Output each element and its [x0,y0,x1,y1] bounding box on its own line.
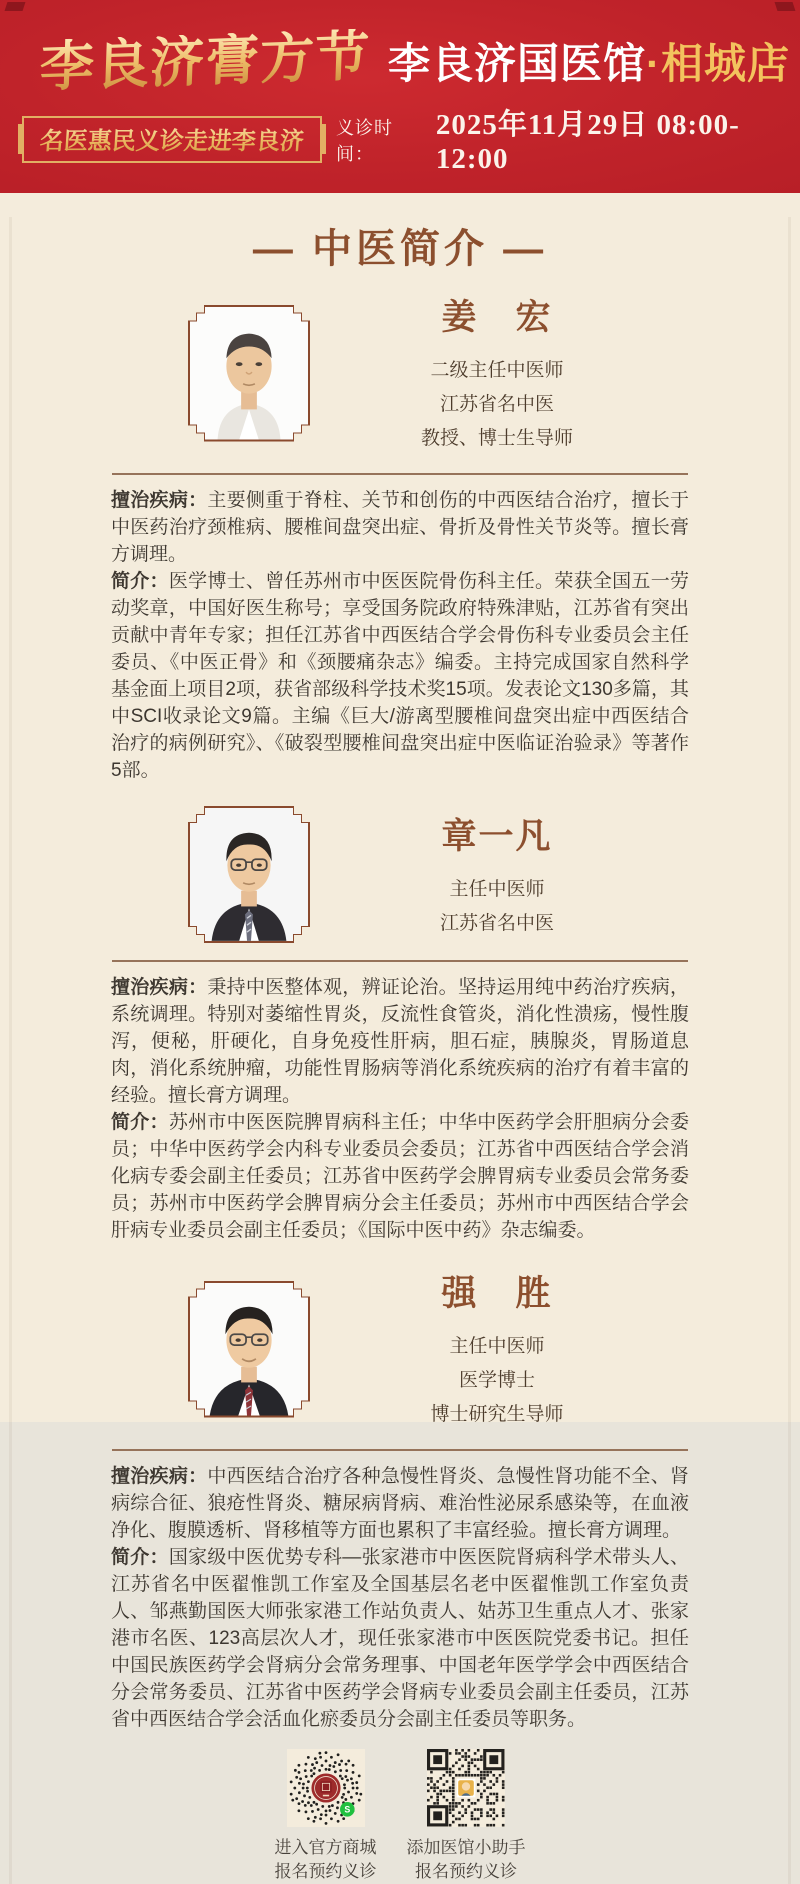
qr-assistant-column [407,1749,526,1884]
store-title-main: 李良济国医馆 [388,39,647,87]
doctor-specialty [111,974,689,1109]
content-area [0,217,800,1884]
doctor-card-zhangyifan [0,806,800,943]
doctor-photo-frame [188,1281,310,1418]
doctor-title-line: 江苏省名中医 [439,912,554,934]
doctor-photo-frame [188,806,310,943]
svg-text:S: S [343,1804,350,1815]
doctor-name: 强 胜 [441,1274,553,1313]
qr-shop-column [275,1749,377,1884]
specialty-label: 擅治疾病： [111,490,208,511]
specialty-text: 中西医结合治疗各种急慢性肾炎、急慢性肾功能不全、肾病综合征、狼疮性肾炎、糖尿病肾病、难治性泌尿系感染等，在血液净化、腹膜透析、肾移植等方面也累积了丰富经验。擅长膏方调理。 [111,1466,689,1541]
qr-label-line: 报名预约义诊 [415,1862,517,1881]
doctor-photo [190,307,308,440]
specialty-text: 主要侧重于脊柱、关节和创伤的中西医结合治疗，擅长于中医药治疗颈椎病、腰椎间盘突出症、骨折及骨性关节炎等。擅长膏方调理。 [111,490,689,565]
doctor-photo-frame [188,305,310,442]
right-edge-line [788,217,791,1884]
doctor-card-qiangsheng [0,1266,800,1432]
specialty-label: 擅治疾病： [111,1466,208,1487]
clinic-time-label: 义诊时间： [336,118,393,164]
qr-shop-label [275,1836,377,1884]
slogan-box [22,116,322,163]
qr-label-line: 报名预约义诊 [274,1862,377,1881]
doctor-bio [111,1109,689,1244]
store-title [388,40,790,88]
doctor-titles [382,1330,612,1432]
section-divider [112,960,688,962]
doctor-title-line: 主任中医师 [449,1336,545,1357]
doctor-specialty [111,1463,689,1544]
doctor-photo [190,1283,308,1416]
bio-label: 简介： [111,571,169,592]
doctor-title-line: 江苏省名中医 [439,394,554,415]
bio-text: 苏州市中医医院脾胃病科主任；中华中医药学会肝胆病分会委员；中华中医药学会内科专业委员会委员；江苏省中西医结合学会消化病专委会副主任委员；江苏省中医药学会脾胃病专业委员会常务委员；苏州市中医药学会脾胃病分会主任委员；苏州市中西医结合学会肝病专业委员会副主任委员；《国际中医中药》杂志编委。 [111,1112,689,1241]
doctor-photo [190,808,308,941]
bio-text: 国家级中医优势专科—张家港市中医医院肾病科学术带头人、江苏省名中医翟惟凯工作室及全国基层名老中医翟惟凯工作室负责人、邹燕勤国医大师张家港工作站负责人、姑苏卫生重点人才、张家港市名医、123高层次人才，现任张家港市中医医院党委书记。担任中国民族医药学会肾病分会常务理事、中国老年医学学会中西医结合分会常务委员、江苏省中医药学会肾病专业委员会副主任委员，江苏省中西医结合学会活血化瘀委员分会副主任委员等职务。 [111,1547,689,1730]
bio-label: 简介： [111,1112,169,1133]
doctor-title-line: 医学博士 [458,1370,535,1391]
header-banner [0,0,800,193]
doctor-title-line: 二级主任中医师 [430,360,564,381]
doctor-title-line: 教授、博士生导师 [420,428,573,449]
corner-decoration-right [775,2,796,11]
doctor-bio [111,568,689,784]
qr-label-line: 进入官方商城 [274,1838,377,1857]
doctor-card-jianghong [0,290,800,456]
qr-code-icon [427,1749,505,1827]
specialty-label: 擅治疾病： [111,977,208,998]
doctor-avatar-3 [190,1283,308,1416]
mini-program-qr-code[interactable] [287,1749,365,1827]
doctor-title-line: 博士研究生导师 [430,1404,564,1425]
doctor-avatar-2 [190,808,308,941]
section-title: — 中医简介 — [252,227,548,271]
qr-label-line: 添加医馆小助手 [406,1838,526,1857]
doctor-name: 姜 宏 [441,298,553,337]
doctor-avatar-1 [190,307,308,440]
doctor-titles [382,354,612,456]
corner-decoration-left [5,2,26,11]
left-edge-line [9,217,12,1884]
doctor-title-line: 主任中医师 [449,878,545,900]
section-divider [112,1449,688,1451]
qr-footer [0,1749,800,1884]
doctor-specialty [111,487,689,568]
specialty-text: 秉持中医整体观，辨证论治。坚持运用纯中药治疗疾病，系统调理。特别对萎缩性胃炎，反流性食管炎，消化性溃疡，慢性腹泻，便秘，肝硬化，自身免疫性肝病，胆石症，胰腺炎，胃肠道息肉，消化系统肿瘤，功能性胃肠病等消化系统疾病的治疗有着丰富的经验。擅长膏方调理。 [111,977,689,1106]
doctor-name: 章一凡 [441,816,553,856]
mini-program-code-icon [287,1749,365,1827]
assistant-qr-code[interactable] [427,1749,505,1827]
doctor-titles [382,873,612,941]
brand-calligraphy-title: 李良济膏方节 [38,23,372,99]
clinic-time [336,102,800,176]
section-divider [112,473,688,475]
clinic-time-value: 2025年11月29日 08:00-12:00 [435,109,740,175]
doctor-bio [111,1544,689,1733]
bio-label: 简介： [111,1547,169,1568]
slogan-text: 名医惠民义诊走进李良济 [39,121,305,156]
store-title-branch: 相城店 [661,39,791,87]
store-title-dot: · [646,39,662,87]
qr-assistant-label [407,1836,526,1884]
bio-text: 医学博士、曾任苏州市中医医院骨伤科主任。荣获全国五一劳动奖章，中国好医生称号；享受国务院政府特殊津贴，江苏省有突出贡献中青年专家；担任江苏省中西医结合学会骨伤科专业委员会主任委员、《中医正骨》和《颈腰痛杂志》编委。主持完成国家自然科学基金面上项目2项，获省部级科学技术奖15项。发表论文130多篇，其中SCI收录论文9篇。主编《巨大/游离型腰椎间盘突出症中西医结合治疗的病例研究》、《破裂型腰椎间盘突出症中医临证治验录》等著作5部。 [111,571,689,781]
